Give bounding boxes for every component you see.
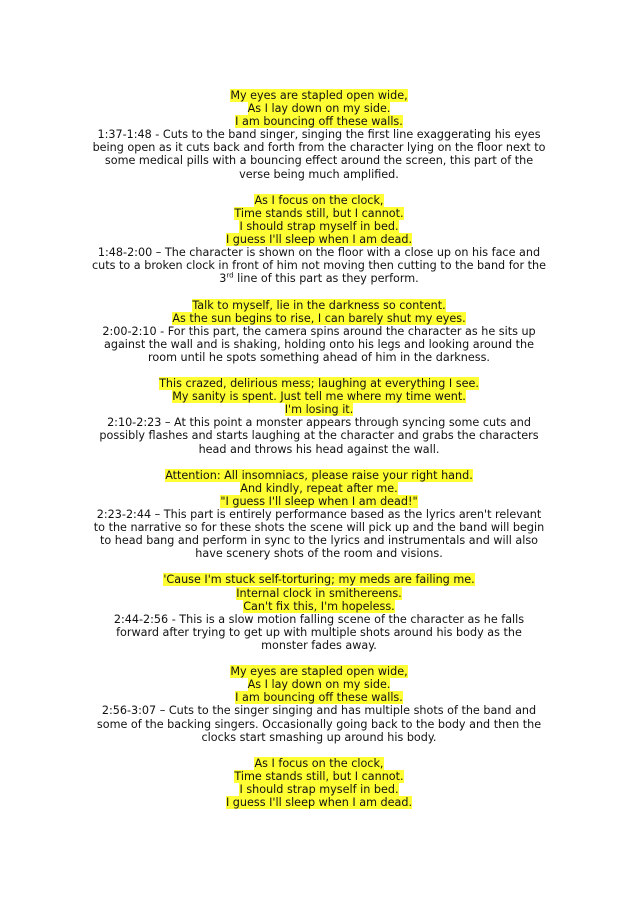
lyric-line: Time stands still, but I cannot. <box>234 206 404 220</box>
verse-block-7 <box>92 665 546 744</box>
lyric-line: I should strap myself in bed. <box>239 219 399 233</box>
scene-description: 2:56-3:07 – Cuts to the singer singing and has multiple shots of the band and some of the backing singers. Occasionally going back to the body and then the clocks start smashing up around his body. <box>96 704 542 744</box>
verse-block-3 <box>92 299 546 364</box>
lyric-line: As I focus on the clock, <box>254 193 384 207</box>
lyric-line: I should strap myself in bed. <box>239 782 399 796</box>
lyric-line: My eyes are stapled open wide, <box>230 665 408 679</box>
lyric-line: Can't fix this, I'm hopeless. <box>243 599 395 613</box>
scene-description: 1:37-1:48 - Cuts to the band singer, singing the first line exaggerating his eyes being open as it cuts back and forth from the character lying on the floor next to some medical pills with a bouncing effect around the screen, this part of the verse being much amplified. <box>92 128 546 181</box>
lyric-line: 'Cause I'm stuck self-torturing; my meds are failing me. <box>163 573 475 587</box>
scene-description: 1:48-2:00 – The character is shown on the floor with a close up on his face and cuts to a broken clock in front of him not moving then cutting to the band for the 3rd line of this part as they perform. <box>92 246 547 286</box>
lyric-line: As I focus on the clock, <box>254 756 384 770</box>
lyric-line: "I guess I'll sleep when I am dead!" <box>220 494 418 508</box>
lyric-line: My sanity is spent. Just tell me where my time went. <box>172 390 466 404</box>
scene-description: 2:23-2:44 – This part is entirely performance based as the lyrics aren't relevant to the narrative so for these shots the scene will pick up and the band will begin to head bang and perform in sync to the lyrics and instrumentals and will also have scenery shots of the room and visions. <box>93 508 545 561</box>
scene-description: 2:00-2:10 - For this part, the camera spins around the character as he sits up against the wall and is shaking, holding onto his legs and looking around the room until he spots something ahead of him in the darkness. <box>102 324 536 364</box>
lyric-line: I guess I'll sleep when I am dead. <box>225 796 413 810</box>
lyric-line: I'm losing it. <box>284 403 354 417</box>
scene-description: 2:44-2:56 - This is a slow motion falling scene of the character as he falls forward after trying to get up with multiple shots around his body as the monster fades away. <box>113 612 525 652</box>
verse-block-2 <box>92 194 546 286</box>
lyric-line: As I lay down on my side. <box>247 102 391 116</box>
lyric-line: I am bouncing off these walls. <box>235 115 403 129</box>
lyric-line: And kindly, repeat after me. <box>240 481 398 495</box>
lyric-line: Internal clock in smithereens. <box>236 586 402 600</box>
lyric-line: As I lay down on my side. <box>247 678 391 692</box>
verse-block-8 <box>92 757 546 809</box>
ordinal-suffix: rd <box>226 271 234 280</box>
verse-block-4 <box>92 377 546 456</box>
lyric-line: I guess I'll sleep when I am dead. <box>225 233 413 247</box>
lyric-line: This crazed, delirious mess; laughing at everything I see. <box>159 377 479 391</box>
lyric-line: Time stands still, but I cannot. <box>234 769 404 783</box>
lyric-line: Attention: All insomniacs, please raise your right hand. <box>165 468 473 482</box>
scene-description: 2:10-2:23 – At this point a monster appears through syncing some cuts and possibly flashes and starts laughing at the character and grabs the characters head and throws his head against the wall. <box>99 416 539 456</box>
verse-block-6 <box>92 573 546 652</box>
lyric-line: I am bouncing off these walls. <box>235 691 403 705</box>
lyric-line: Talk to myself, lie in the darkness so content. <box>192 298 446 312</box>
verse-block-5 <box>92 469 546 561</box>
lyric-line: As the sun begins to rise, I can barely shut my eyes. <box>172 311 466 325</box>
verse-block-1 <box>92 89 546 181</box>
lyric-line: My eyes are stapled open wide, <box>230 89 408 102</box>
